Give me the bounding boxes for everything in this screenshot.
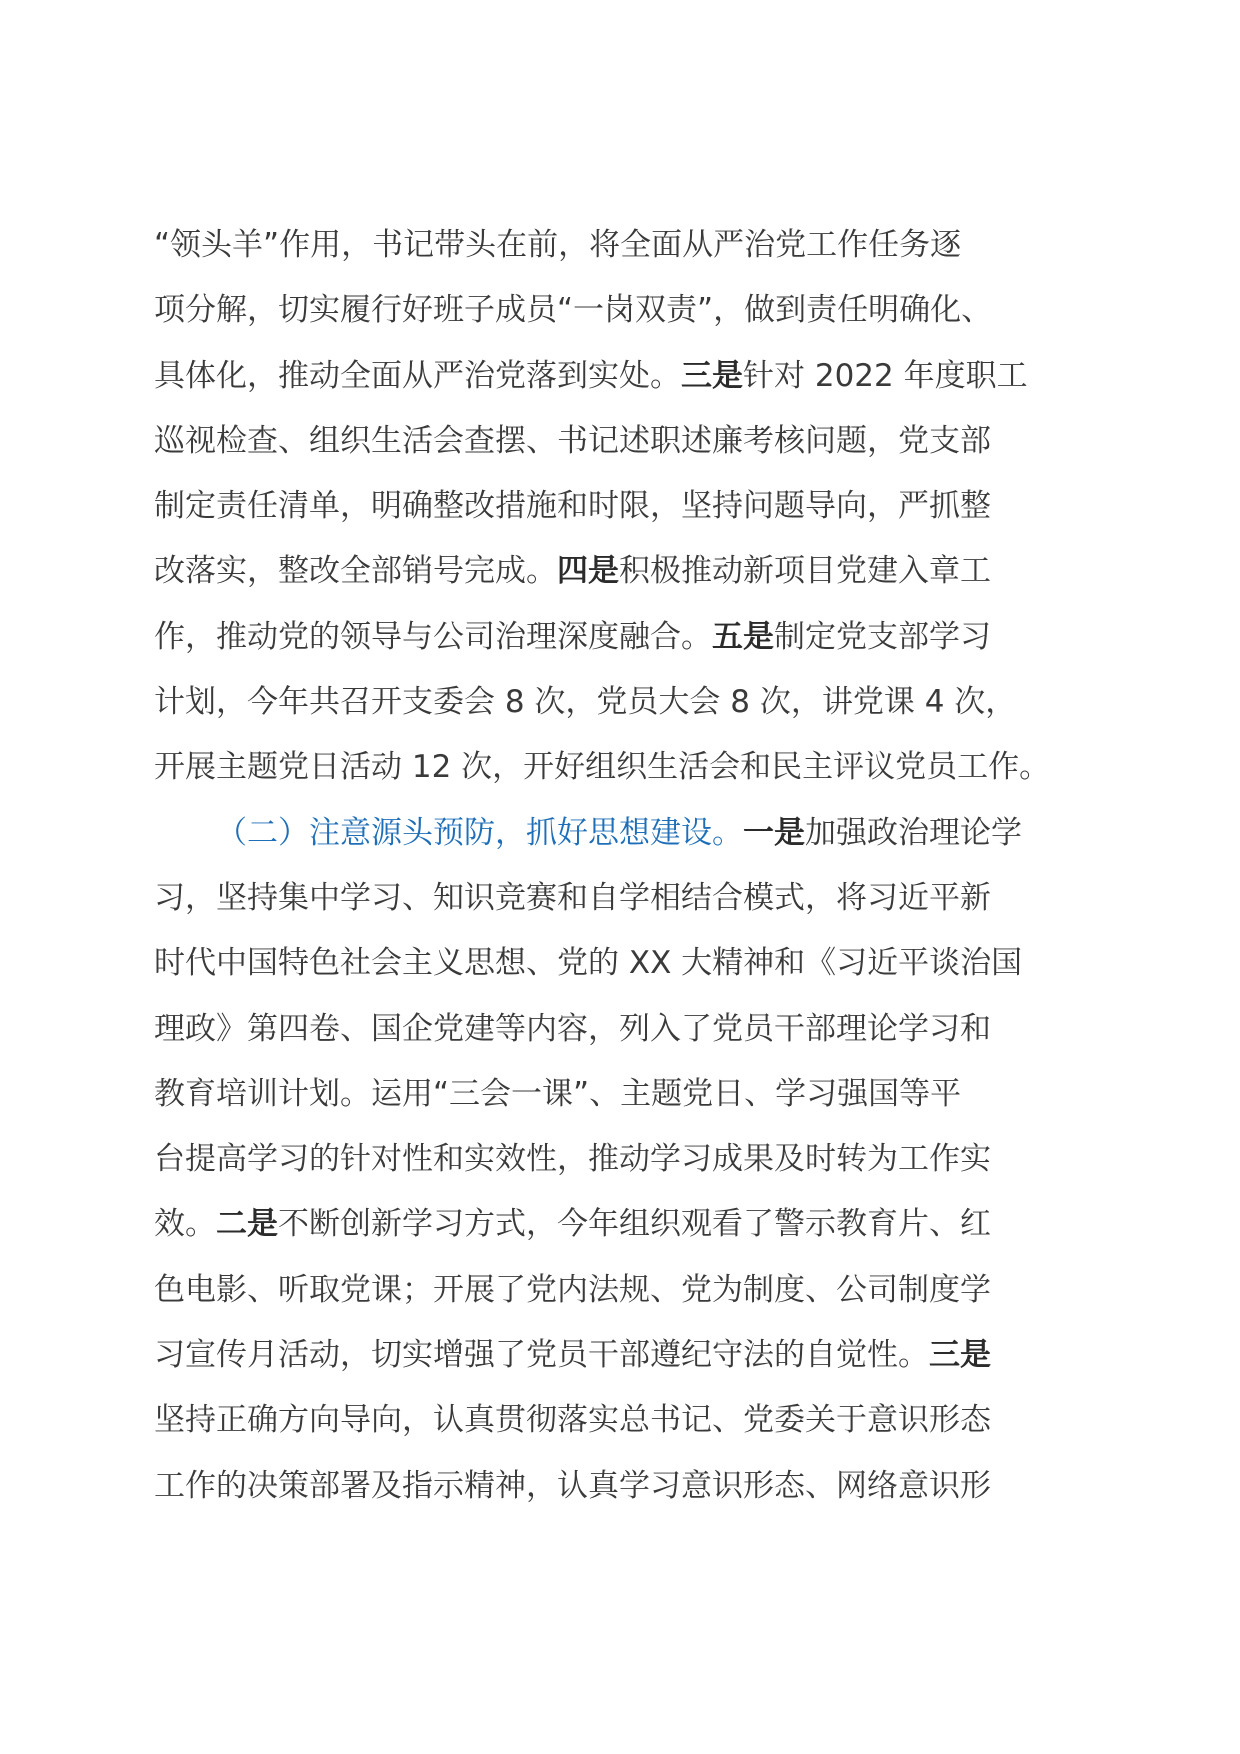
- text-line: 计划，今年共召开支委会 8 次，党员大会 8 次，讲党课 4 次，: [154, 684, 1017, 721]
- bold-marker: 三是: [681, 357, 743, 394]
- bold-marker: 五是: [712, 618, 774, 655]
- text-line: 作，推动党的领导与公司治理深度融合。五是制定党支部学习: [154, 618, 991, 655]
- text-line: 制定责任清单，明确整改措施和时限，坚持问题导向，严抓整: [154, 488, 991, 525]
- text-line: 项分解，切实履行好班子成员“一岗双责”，做到责任明确化、: [154, 292, 993, 329]
- text-line: 工作的决策部署及指示精神，认真学习意识形态、网络意识形: [154, 1467, 991, 1504]
- text-line: 色电影、听取党课；开展了党内法规、党为制度、公司制度学: [154, 1271, 991, 1308]
- text-line: 教育培训计划。运用“三会一课”、主题党日、学习强国等平: [154, 1075, 962, 1112]
- text-line: 习，坚持集中学习、知识竞赛和自学相结合模式，将习近平新: [154, 879, 991, 916]
- bold-marker: 三是: [929, 1337, 991, 1374]
- text-line: “领头羊”作用，书记带头在前，将全面从严治党工作任务逐: [154, 227, 962, 263]
- text-line: 理政》第四卷、国企党建等内容，列入了党员干部理论学习和: [154, 1010, 991, 1047]
- text-line: 习宣传月活动，切实增强了党员干部遵纪守法的自觉性。三是: [154, 1337, 991, 1374]
- section-heading-line: （二）注意源头预防，抓好思想建设。一是加强政治理论学: [216, 814, 1022, 851]
- section-heading: （二）注意源头预防，抓好思想建设。: [216, 814, 743, 851]
- text-line: 巡视检查、组织生活会查摆、书记述职述廉考核问题，党支部: [154, 422, 991, 459]
- bold-marker: 一是: [743, 814, 805, 851]
- bold-marker: 四是: [557, 553, 619, 590]
- text-line: 效。二是不断创新学习方式，今年组织观看了警示教育片、红: [154, 1206, 991, 1243]
- text-line: 时代中国特色社会主义思想、党的 XX 大精神和《习近平谈治国: [154, 945, 1023, 982]
- text-line: 改落实，整改全部销号完成。四是积极推动新项目党建入章工: [154, 553, 991, 590]
- document-body: [154, 213, 1094, 1519]
- text-line: 具体化，推动全面从严治党落到实处。三是针对 2022 年度职工: [154, 357, 1028, 394]
- text-line: 坚持正确方向导向，认真贯彻落实总书记、党委关于意识形态: [154, 1402, 991, 1439]
- text-line: 开展主题党日活动 12 次，开好组织生活会和民主评议党员工作。: [154, 749, 1051, 786]
- text-line: 台提高学习的针对性和实效性，推动学习成果及时转为工作实: [154, 1141, 991, 1178]
- bold-marker: 二是: [216, 1206, 278, 1243]
